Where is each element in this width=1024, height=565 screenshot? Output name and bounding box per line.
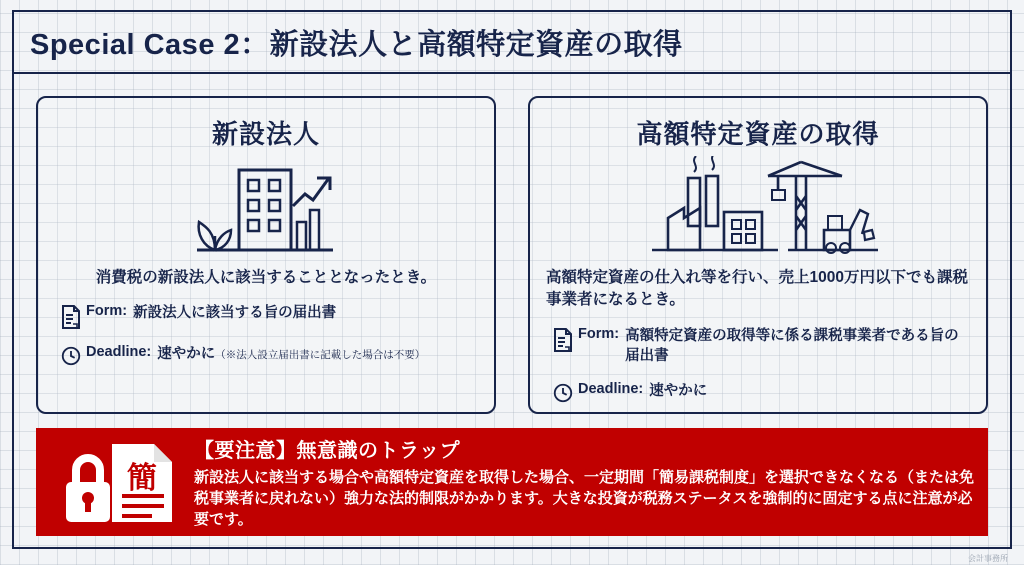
deadline-value [157, 344, 425, 364]
clock-icon [548, 381, 578, 404]
deadline-label: Deadline: [578, 380, 644, 397]
warning-banner [36, 428, 988, 536]
deadline-label: Deadline: [86, 344, 152, 361]
office-building-growth-icon [38, 153, 494, 265]
deadline-value-text: 速やかに [157, 346, 216, 363]
clock-icon [56, 344, 86, 367]
card-form-row [38, 303, 494, 330]
lock-document-icon [50, 436, 190, 528]
footer-note: 会計事務所 [968, 554, 1008, 563]
cards-container [36, 96, 988, 414]
document-icon [548, 326, 578, 353]
warning-title: 【要注意】無意識のトラップ [194, 439, 461, 462]
card-title: 高額特定資産の取得 [636, 119, 880, 149]
warning-text: 新設法人に該当する場合や高額特定資産を取得した場合、一定期間「簡易課税制度」を選択できなくなる（または免税事業者に戻れない）強力な法的制限がかかります。大きな投資が税務ステータスを強制的に固定する点に注意が必要です。 [194, 468, 975, 529]
card-form-row [530, 326, 986, 367]
card-deadline-row [530, 381, 986, 404]
form-value: 新設法人に該当する旨の届出書 [133, 305, 337, 322]
svg-text:簡: 簡 [127, 462, 157, 495]
warning-body [190, 434, 974, 531]
page-title-text: Special Case 2：新設法人と高額特定資産の取得 [30, 28, 683, 61]
card-description: 高額特定資産の仕入れ等を行い、売上1000万円以下でも課税事業者になるとき。 [546, 269, 968, 309]
card-deadline-row [38, 344, 494, 367]
form-label: Form: [578, 325, 620, 342]
card-new-corporation [36, 96, 496, 414]
deadline-value-text: 速やかに [649, 382, 708, 399]
form-label: Form: [86, 303, 128, 320]
deadline-note: （※法人設立届出書に記載した場合は不要） [215, 349, 426, 362]
card-description: 消費税の新設法人に該当することとなったとき。 [95, 269, 437, 286]
document-icon [56, 303, 86, 330]
card-high-value-asset [528, 96, 988, 414]
page-title [14, 12, 1010, 74]
deadline-value [649, 381, 707, 401]
form-value: 高額特定資産の取得等に係る課税事業者である旨の届出書 [625, 327, 959, 365]
factory-crane-excavator-icon [530, 153, 986, 265]
card-title: 新設法人 [211, 119, 320, 149]
